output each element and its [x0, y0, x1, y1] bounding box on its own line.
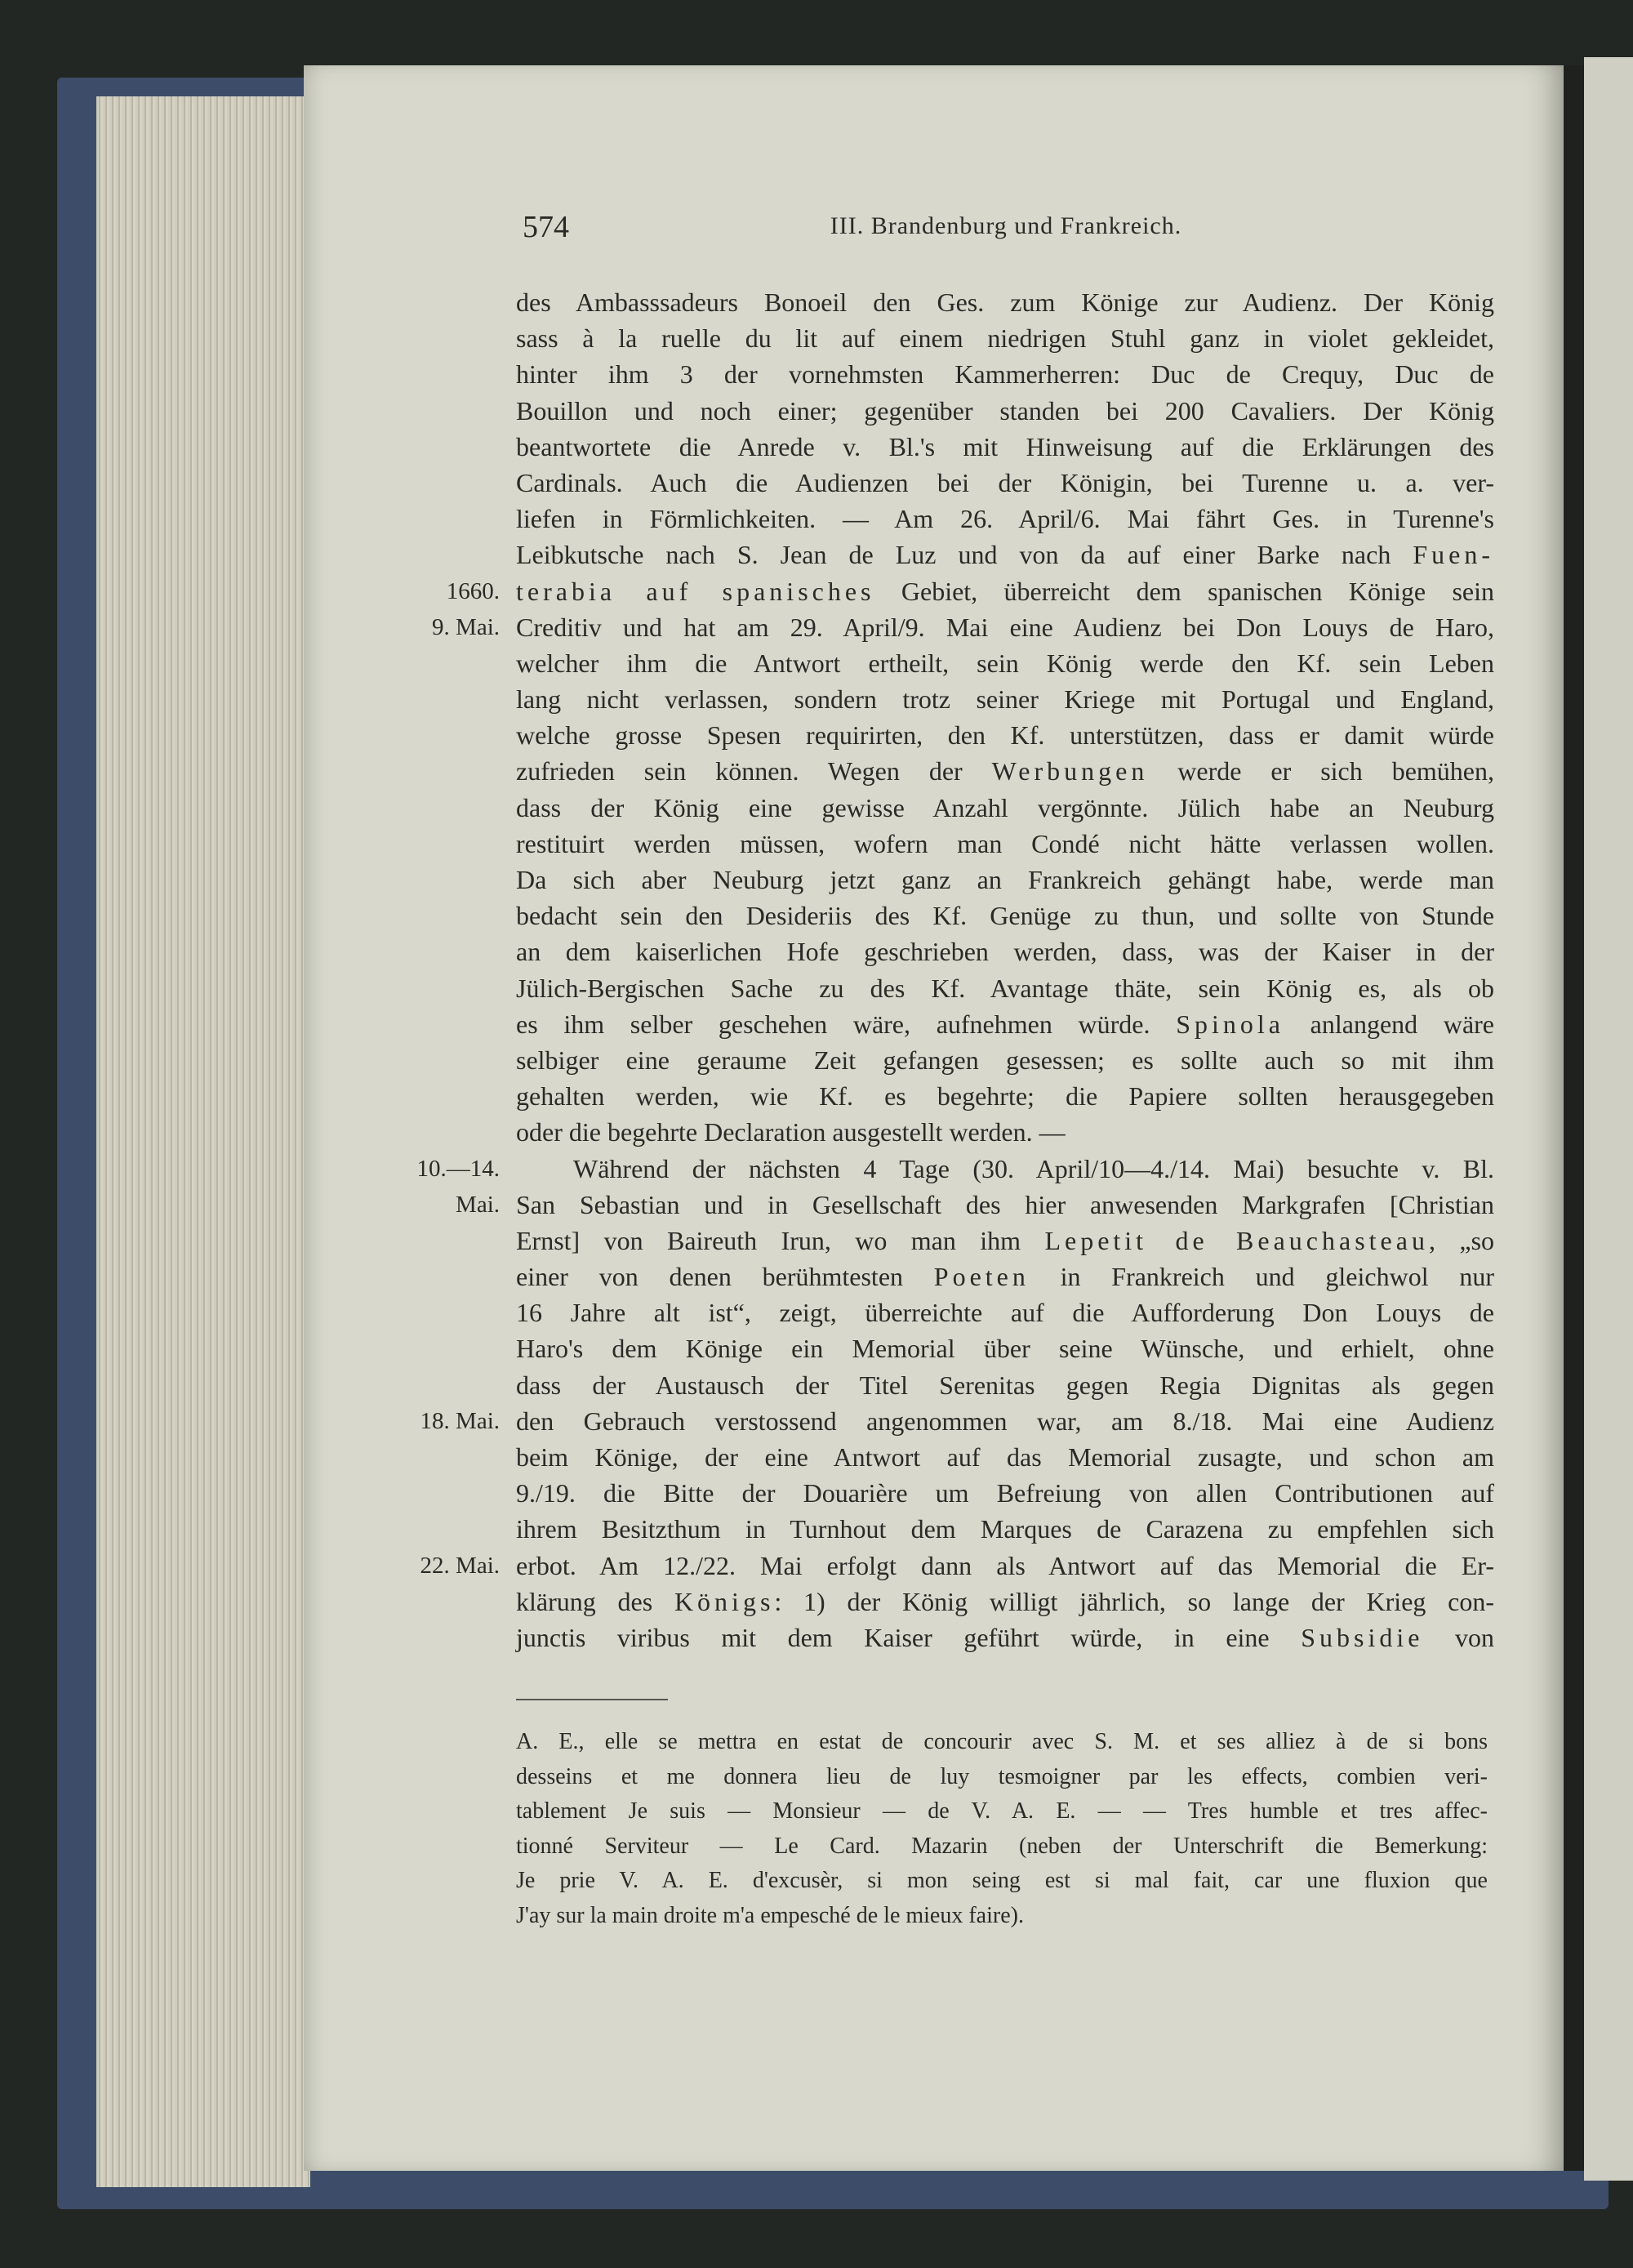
- text-segment: oder die begehrte Declaration ausgestellt werden. —: [516, 1117, 1066, 1147]
- text-segment: 9./19. die Bitte der Douarière um Befreiung von allen Contributionen auf: [516, 1478, 1494, 1508]
- text-segment: von: [1423, 1622, 1495, 1652]
- text-segment: Während der nächsten 4 Tage (30. April/10—4./14. Mai) besuchte v. Bl.: [573, 1153, 1494, 1183]
- text-segment: ihrem Besitzthum in Turnhout dem Marques de Carazena zu empfehlen sich: [516, 1514, 1494, 1544]
- margin-date-note: Mai.: [456, 1191, 500, 1218]
- footnote: [516, 1725, 1488, 1933]
- text-segment: Gebiet, überreicht dem spanischen Könige sein: [874, 576, 1495, 606]
- text-line: [432, 609, 1494, 645]
- text-segment: Leibkutsche nach S. Jean de Luz und von da auf einer Barke nach: [516, 540, 1413, 570]
- text-segment: gehalten werden, wie Kf. es begehrte; die Papiere sollten herausgegeben: [516, 1081, 1494, 1112]
- text-line: [516, 1223, 1494, 1259]
- page-header: [516, 209, 1496, 250]
- text-segment: an dem kaiserlichen Hofe geschrieben werden, dass, was der Kaiser in der: [516, 937, 1494, 967]
- text-line: [516, 1330, 1494, 1366]
- margin-date-note: 18. Mai.: [420, 1407, 500, 1434]
- text-segment: anlangend wäre: [1284, 1009, 1495, 1039]
- text-segment: in Frankreich und gleichwol nur: [1029, 1262, 1495, 1292]
- text-segment: welche grosse Spesen requirirten, den Kf. unterstützen, dass er damit würde: [516, 720, 1494, 751]
- text-segment: hinter ihm 3 der vornehmsten Kammerherren: Duc de Crequy, Duc de: [516, 359, 1494, 390]
- text-segment: Bouillon und noch einer; gegenüber standen bei 200 Cavaliers. Der König: [516, 395, 1494, 426]
- text-line: [516, 645, 1494, 681]
- text-line: [516, 501, 1494, 537]
- page-number: 574: [523, 210, 569, 244]
- text-line: [516, 465, 1494, 501]
- text-segment: Haro's dem Könige ein Memorial über seine Wünsche, und erhielt, ohne: [516, 1334, 1494, 1364]
- spaced-emphasis: Lepetit de Beauchasteau: [1044, 1225, 1429, 1255]
- text-segment: werde er sich bemühen,: [1148, 756, 1495, 786]
- text-line: [446, 573, 1495, 609]
- text-segment: bedacht sein den Desideriis des Kf. Genüge zu thun, und sollte von Stunde: [516, 901, 1494, 931]
- page-edges: [96, 96, 310, 2187]
- text-line: [516, 862, 1494, 898]
- text-segment: beim Könige, der eine Antwort auf das Memorial zusagte, und schon am: [516, 1442, 1494, 1472]
- text-line: [516, 1620, 1494, 1655]
- text-segment: sass à la ruelle du lit auf einem niedrigen Stuhl ganz in violet gekleidet,: [516, 323, 1494, 354]
- text-segment: beantwortete die Anrede v. Bl.'s mit Hinweisung auf die Erklärungen des: [516, 431, 1494, 461]
- running-title: III. Brandenburg und Frankreich.: [830, 212, 1182, 239]
- text-line: [516, 970, 1494, 1006]
- text-segment: liefen in Förmlichkeiten. — Am 26. April/6. Mai fährt Ges. in Turenne's: [516, 504, 1494, 534]
- text-line: [516, 1042, 1494, 1078]
- text-segment: Creditiv und hat am 29. April/9. Mai eine Audienz bei Don Louys de Haro,: [516, 612, 1494, 642]
- text-line: [420, 1403, 1494, 1439]
- facing-page: [1584, 57, 1633, 2181]
- footnote-line: Je prie V. A. E. d'excusèr, si mon seing est si mal fait, car une fluxion que: [516, 1868, 1488, 1893]
- text-line: [420, 1548, 1494, 1584]
- text-segment: Jülich-Bergischen Sache zu des Kf. Avantage thäte, sein König es, als ob: [516, 973, 1494, 1003]
- text-line: [516, 284, 1494, 320]
- text-line: [516, 1078, 1494, 1114]
- text-line: [516, 1006, 1494, 1042]
- text-line: [516, 1294, 1494, 1330]
- text-segment: den Gebrauch verstossend angenommen war, am 8./18. Mai eine Audienz: [516, 1406, 1494, 1436]
- text-segment: junctis viribus mit dem Kaiser geführt würde, in eine: [516, 1622, 1302, 1652]
- text-line: [516, 826, 1494, 862]
- footnote-line: desseins et me donnera lieu de luy tesmoigner par les effects, combien veri-: [516, 1763, 1488, 1789]
- footnote-rule: [516, 1699, 668, 1700]
- text-line: [516, 1367, 1494, 1403]
- book-gutter: [1564, 65, 1584, 2171]
- margin-date-note: 10.—14.: [416, 1155, 500, 1182]
- text-line: [516, 753, 1494, 789]
- text-segment: lang nicht verlassen, sondern trotz seiner Kriege mit Portugal und England,: [516, 684, 1494, 715]
- text-segment: San Sebastian und in Gesellschaft des hier anwesenden Markgrafen [Christian: [516, 1189, 1494, 1219]
- text-segment: restituirt werden müssen, wofern man Condé nicht hätte verlassen wollen.: [516, 828, 1494, 858]
- text-segment: dass der Austausch der Titel Serenitas gegen Regia Dignitas als gegen: [516, 1370, 1494, 1400]
- text-segment: Da sich aber Neuburg jetzt ganz an Frankreich gehängt habe, werde man: [516, 865, 1494, 894]
- spaced-emphasis: Subsidie: [1301, 1622, 1424, 1652]
- footnote-line: A. E., elle se mettra en estat de concourir avec S. M. et ses alliez à de si bons: [516, 1729, 1488, 1754]
- text-line: [516, 356, 1494, 392]
- text-line: [516, 898, 1494, 933]
- text-line: [516, 1439, 1494, 1475]
- spaced-emphasis: Spinola: [1176, 1009, 1284, 1039]
- text-segment: es ihm selber geschehen wäre, aufnehmen würde.: [516, 1009, 1177, 1039]
- text-line: [516, 1584, 1494, 1620]
- text-segment: : 1) der König willigt jährlich, so lange der Krieg con-: [774, 1586, 1495, 1616]
- text-segment: , „so: [1428, 1225, 1495, 1255]
- text-segment: erbot. Am 12./22. Mai erfolgt dann als Antwort auf das Memorial die Er-: [516, 1550, 1494, 1580]
- text-line: [516, 429, 1494, 465]
- spaced-emphasis: Fuen-: [1413, 540, 1494, 570]
- text-line: [516, 1114, 1494, 1150]
- text-line: [516, 1511, 1494, 1547]
- spaced-emphasis: Werbungen: [991, 756, 1149, 786]
- text-line: [516, 1475, 1494, 1511]
- text-line: [516, 393, 1494, 429]
- text-line: [516, 790, 1494, 826]
- text-line: [416, 1151, 1494, 1187]
- margin-date-note: 9. Mai.: [432, 613, 500, 640]
- footnote-line: tablement Je suis — Monsieur — de V. A. E. — — Tres humble et tres affec-: [516, 1798, 1488, 1824]
- text-line: [516, 933, 1494, 969]
- text-line: [516, 681, 1494, 717]
- footnote-line: J'ay sur la main droite m'a empesché de le mieux faire).: [516, 1902, 1024, 1928]
- text-line: [516, 537, 1494, 573]
- text-line: [516, 320, 1494, 356]
- text-segment: zufrieden sein können. Wegen der: [516, 756, 992, 786]
- text-segment: dass der König eine gewisse Anzahl vergönnte. Jülich habe an Neuburg: [516, 792, 1494, 822]
- text-segment: einer von denen berühmtesten: [516, 1262, 934, 1292]
- spaced-emphasis: Königs: [674, 1586, 775, 1616]
- text-segment: welcher ihm die Antwort ertheilt, sein König werde den Kf. sein Leben: [516, 648, 1494, 678]
- text-segment: Cardinals. Auch die Audienzen bei der Königin, bei Turenne u. a. ver-: [516, 467, 1494, 497]
- text-segment: selbiger eine geraume Zeit gefangen gesessen; es sollte auch so mit ihm: [516, 1045, 1494, 1075]
- footnote-line: tionné Serviteur — Le Card. Mazarin (neben der Unterschrift die Bemerkung:: [516, 1833, 1488, 1859]
- text-segment: Ernst] von Baireuth Irun, wo man ihm: [516, 1225, 1045, 1255]
- text-line: [456, 1187, 1494, 1223]
- text-segment: des Ambasssadeurs Bonoeil den Ges. zum Könige zur Audienz. Der König: [516, 287, 1494, 317]
- spaced-emphasis: terabia auf spanisches: [516, 576, 875, 606]
- text-line: [516, 1259, 1494, 1294]
- margin-date-note: 1660.: [446, 577, 500, 604]
- text-line: [516, 717, 1494, 753]
- text-segment: klärung des: [516, 1586, 674, 1616]
- body-text: [416, 284, 1495, 1655]
- spaced-emphasis: Poeten: [933, 1262, 1030, 1292]
- text-segment: 16 Jahre alt ist“, zeigt, überreichte auf die Aufforderung Don Louys de: [516, 1298, 1494, 1328]
- margin-date-note: 22. Mai.: [420, 1552, 500, 1579]
